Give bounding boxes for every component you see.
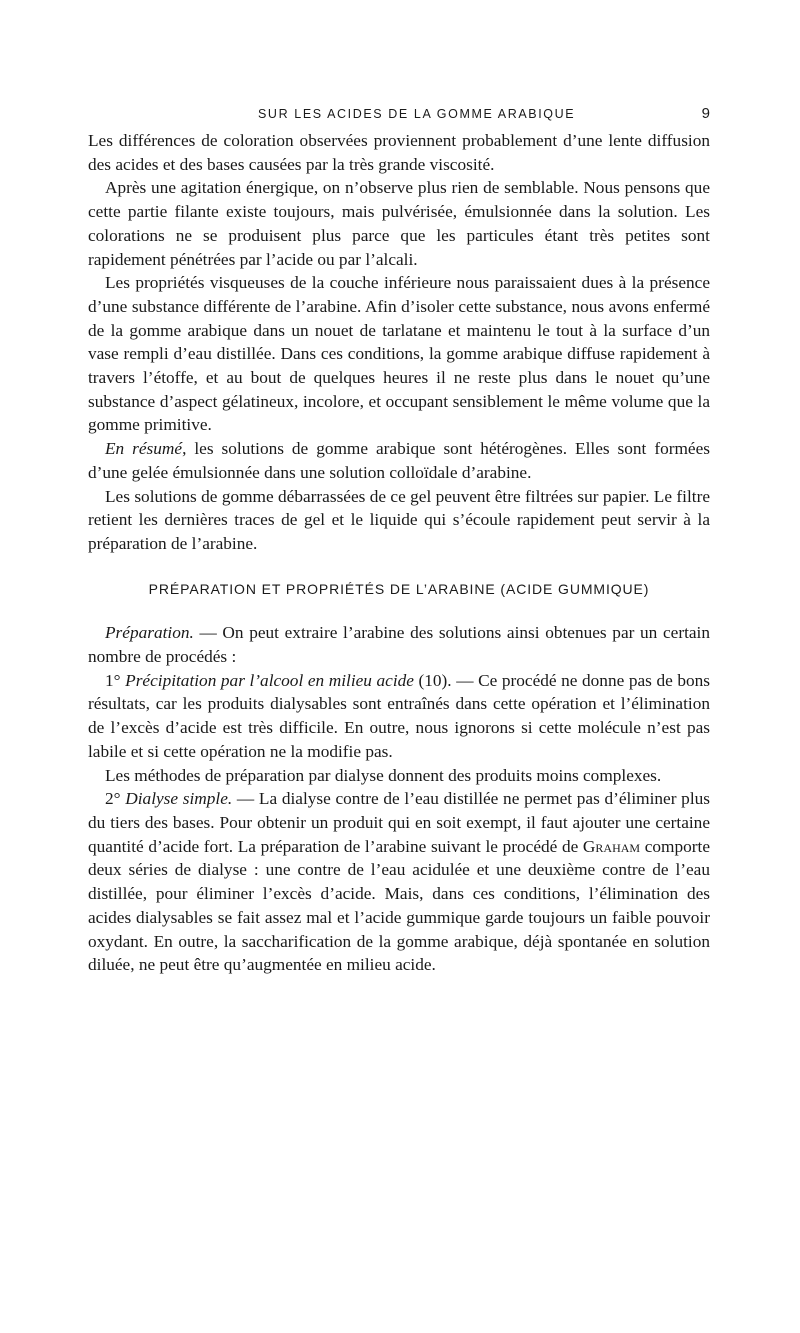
paragraph [88,764,710,788]
paragraph [88,485,710,556]
paragraph-text: (10). — Ce procédé ne donne pas de bons résultats, car les produits dialysables sont entraînés dans cette opération et l’élimination de l’excès d’acide est très difficile. En outre, nous ignorons si cette molécule n’est pas labile et si cette opération ne la modifie pas. [88,670,710,761]
paragraph [88,437,710,484]
paragraph-text: Les méthodes de préparation par dialyse donnent des produits moins complexes. [105,765,662,785]
paragraph-text: Les différences de coloration observées proviennent probablement d’une lente diffusion des acides et des bases causées par la très grande viscosité. [88,131,710,174]
list-number: 1° [105,670,126,690]
paragraph [88,787,710,977]
body-text [88,129,710,977]
paragraph-text: Après une agitation énergique, on n’observe plus rien de semblable. Nous pensons que cette partie filante existe toujours, mais pulvérisée, émulsionnée dans la solution. Les colorations ne se produisent plus parce que les particules étant très petites sont rapidement pénétrées par l’acide ou par l’alcali. [88,178,710,269]
paragraph [88,621,710,668]
paragraph [88,176,710,271]
running-head [88,103,710,129]
page [88,103,710,977]
italic-lead: Dialyse simple. [125,789,233,809]
author-name: Graham [582,836,641,856]
paragraph-text: — La dialyse contre de l’eau distillée ne permet pas d’éliminer plus du tiers des bases. Pour obtenir un produit qui en soit exempt, il faut ajouter une certaine quantité d’acide fort. La préparation de l’arabine suivant le procédé de [88,789,710,856]
paragraph [88,669,710,764]
paragraph-text: Les solutions de gomme débarrassées de ce gel peuvent être filtrées sur papier. Le filtre retient les dernières traces de gel et le liquide qui s’écoule rapidement peut servir à la préparation de l’arabine. [88,486,710,553]
paragraph-text: , les solutions de gomme arabique sont hétérogènes. Elles sont formées d’une gelée émulsionnée dans une solution colloïdale d’arabine. [88,439,710,482]
page-number: 9 [701,105,710,122]
paragraph [88,271,710,437]
italic-lead: Précipitation par l’alcool en milieu acide [125,670,414,690]
list-number: 2° [105,789,126,809]
running-title: SUR LES ACIDES DE LA GOMME ARABIQUE [258,107,576,121]
paragraph-text-continued: comporte deux séries de dialyse : une contre de l’eau acidulée et une deuxième contre de l’eau distillée, pour éliminer l’excès d’acide. Mais, dans ces conditions, l’élimination des acides dialysables se fait assez mal et l’acide gummique garde toujours un faible pouvoir oxydant. En outre, la saccharification de la gomme arabique, déjà spontanée en solution diluée, ne peut être qu’augmentée en milieu acide. [88,836,710,975]
paragraph-text: Les propriétés visqueuses de la couche inférieure nous paraissaient dues à la présence d’une substance différente de l’arabine. Afin d’isoler cette substance, nous avons enfermé de la gomme arabique dans un nouet de tarlatane et maintenu le tout à la surface d’un vase rempli d’eau distillée. Dans ces conditions, la gomme arabique diffuse rapidement à travers l’étoffe, et au bout de quelques heures il ne reste plus dans le nouet qu’une substance d’aspect gélatineux, incolore, et occupant sensiblement le même volume que la gomme primitive. [88,273,710,435]
paragraph-text: — On peut extraire l’arabine des solutions ainsi obtenues par un certain nombre de procédés : [88,623,710,667]
italic-lead: En résumé [105,439,183,459]
paragraph [88,129,710,176]
section-heading: PRÉPARATION ET PROPRIÉTÉS DE L’ARABINE (ACIDE GUMMIQUE) [148,580,650,597]
italic-lead: Préparation. [105,623,194,643]
